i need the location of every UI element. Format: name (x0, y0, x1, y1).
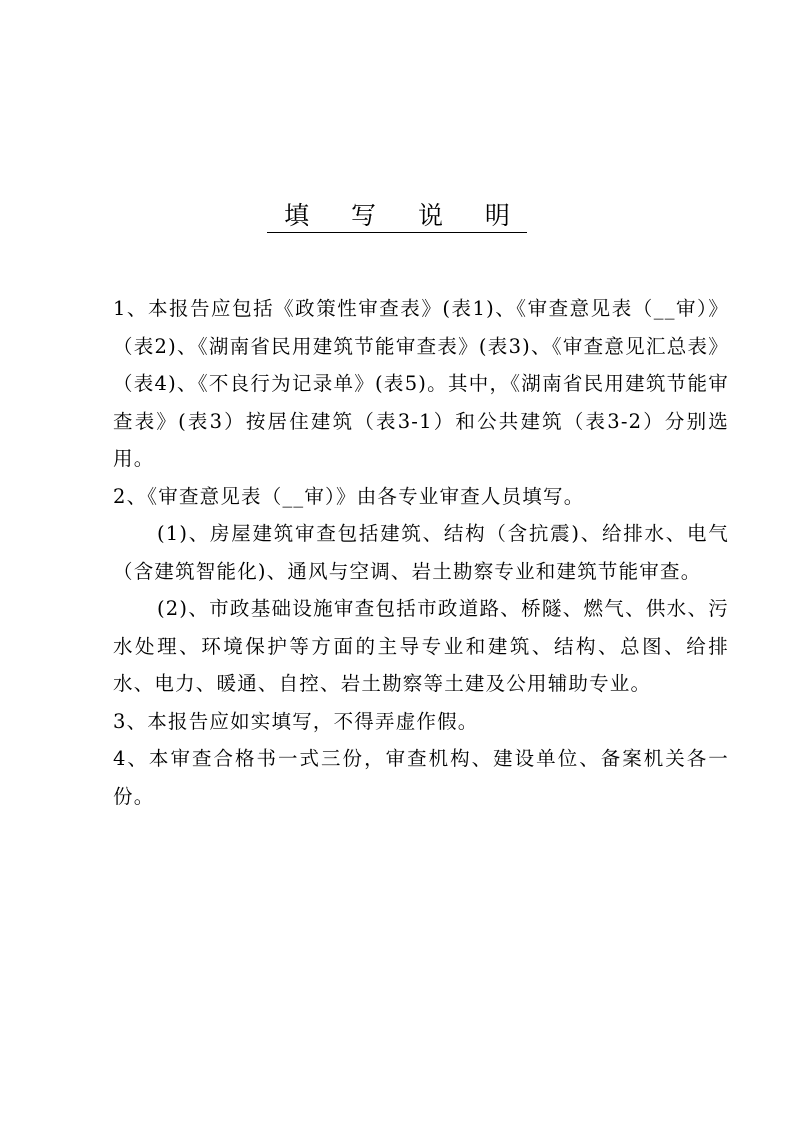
instruction-subitem-1: (1)、房屋建筑审查包括建筑、结构（含抗震)、给排水、电气（含建筑智能化)、通风与空调、岩土勘察专业和建筑节能审查。 (113, 522, 729, 583)
document-title-wrapper (0, 198, 794, 234)
instruction-subitem-2: (2)、市政基础设施审查包括市政道路、桥隧、燃气、供水、污水处理、环境保护等方面的主导专业和建筑、结构、总图、给排水、电力、暖通、自控、岩土勘察等土建及公用辅助专业。 (113, 597, 729, 695)
instruction-item-3: 3、本报告应如实填写，不得弄虚作假。 (113, 709, 479, 733)
instruction-item-4: 4、本审查合格书一式三份，审查机构、建设单位、备案机关各一份。 (113, 747, 729, 808)
instruction-item-1: 1、本报告应包括《政策性审查表》(表1)、《审查意见表（__审）》（表2)、《湖南省民用建筑节能审查表》(表3)、《审查意见汇总表》（表4)、《不良行为记录单》(表5)。其中，《湖南省民用建筑节能审查表》(表3）按居住建筑（表3-1）和公共建筑（表3-2）分别选用。 (113, 297, 729, 470)
document-title: 填 写 说 明 (267, 200, 527, 233)
instruction-item-2: 2、《审查意见表（__审）》由各专业审查人员填写。 (113, 484, 585, 508)
instructions-body (113, 290, 729, 815)
